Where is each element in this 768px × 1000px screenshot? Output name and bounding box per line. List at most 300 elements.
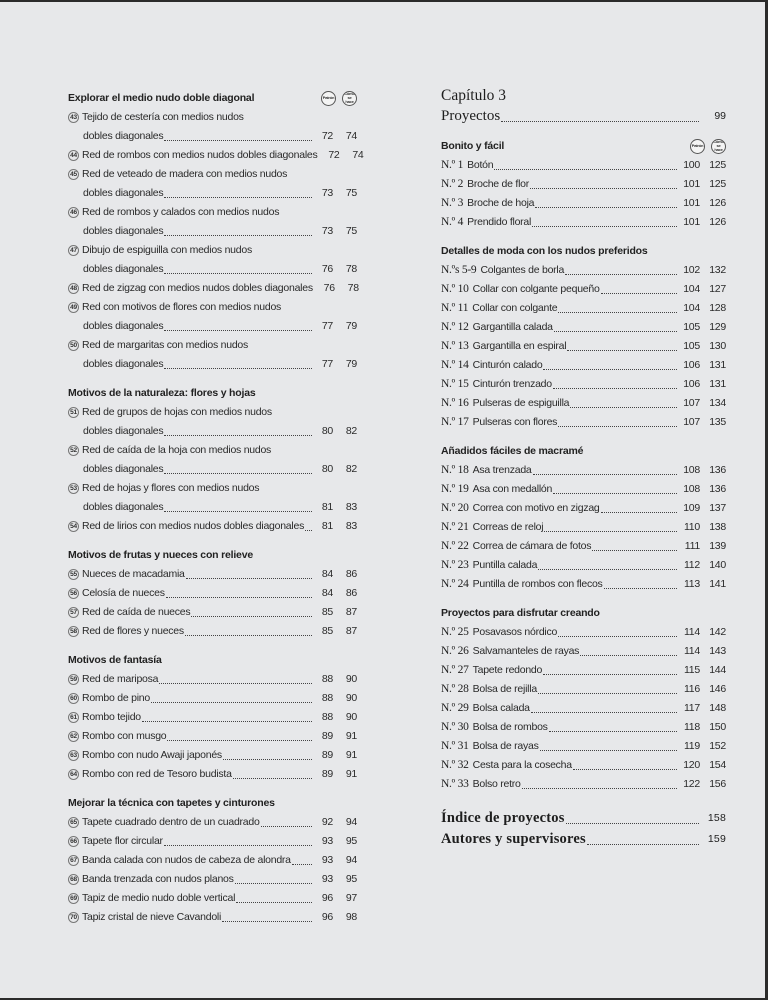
project-entry[interactable] <box>441 518 726 537</box>
pattern-page-number: 93 <box>321 835 333 847</box>
dot-leader <box>530 187 677 189</box>
final-toc-line <box>441 808 726 829</box>
project-entry[interactable] <box>441 699 726 718</box>
project-number: N.º 3 <box>441 197 464 209</box>
project-title: Tapete redondo <box>472 664 543 676</box>
pattern-number-circle: 61 <box>68 712 79 723</box>
toc-entry[interactable] <box>68 889 357 908</box>
pattern-page-number: 96 <box>321 892 333 904</box>
dot-leader <box>558 311 677 313</box>
project-entry-line <box>441 661 726 680</box>
dot-leader <box>567 349 677 351</box>
toc-entry-title: Tapete cuadrado dentro de un cuadrado <box>82 816 260 828</box>
project-entry-line <box>441 337 726 356</box>
project-entry[interactable] <box>441 461 726 480</box>
project-entry[interactable] <box>441 280 726 299</box>
diagram-page-number: 126 <box>709 216 726 228</box>
dot-leader <box>570 406 677 408</box>
page-number: 159 <box>707 833 726 845</box>
project-title: Collar con colgante <box>472 302 558 314</box>
dot-leader <box>522 787 677 789</box>
toc-entry-line <box>68 460 357 479</box>
toc-entry-title: Red de margaritas con medios nudos <box>82 339 249 351</box>
project-entry[interactable] <box>441 394 726 413</box>
toc-entry[interactable] <box>68 584 357 603</box>
project-entry[interactable] <box>441 642 726 661</box>
toc-entry[interactable] <box>68 165 357 203</box>
dot-leader <box>554 330 677 332</box>
pattern-badge-icon: Patrón <box>321 91 336 106</box>
final-toc-entry[interactable] <box>441 829 726 850</box>
diagram-page-number: 78 <box>345 263 357 275</box>
dot-leader <box>164 139 312 141</box>
diagram-page-number: 98 <box>345 911 357 923</box>
pattern-page-number: 112 <box>684 559 700 571</box>
right-sections <box>441 136 726 794</box>
pattern-number-circle: 68 <box>68 874 79 885</box>
section-heading-text: Añadidos fáciles de macramé <box>441 445 584 457</box>
toc-entry[interactable] <box>68 279 357 298</box>
pattern-number-circle: 48 <box>68 283 79 294</box>
diagram-page-number: 87 <box>345 625 357 637</box>
diagram-page-number: 130 <box>709 340 726 352</box>
section-heading-text: Proyectos para disfrutar creando <box>441 607 600 619</box>
toc-entry[interactable] <box>68 203 357 241</box>
final-entry-title: Autores y supervisores <box>441 831 586 847</box>
pattern-badge-icon: Patrón <box>690 139 705 154</box>
project-title: Cinturón calado <box>472 359 543 371</box>
dot-leader <box>566 822 699 824</box>
project-entry[interactable] <box>441 499 726 518</box>
pattern-page-number: 108 <box>683 464 700 476</box>
project-number: N.ºs 5-9 <box>441 264 477 276</box>
dot-leader <box>538 568 677 570</box>
toc-entry-title: Red de rombos y calados con medios nudos <box>82 206 280 218</box>
toc-entry-line <box>68 479 357 498</box>
pattern-page-number: 96 <box>321 911 333 923</box>
toc-entry[interactable] <box>68 298 357 336</box>
project-number: N.º 21 <box>441 521 469 533</box>
diagram-page-number: 156 <box>709 778 726 790</box>
pattern-page-number: 93 <box>321 873 333 885</box>
toc-entry-title: Red de mariposa <box>82 673 159 685</box>
toc-entry-title: dobles diagonales <box>83 320 164 332</box>
pattern-number-circle: 66 <box>68 836 79 847</box>
project-title: Salvamanteles de rayas <box>472 645 580 657</box>
pattern-page-number: 92 <box>321 816 333 828</box>
project-entry[interactable] <box>441 337 726 356</box>
project-number: N.º 23 <box>441 559 469 571</box>
project-number: N.º 15 <box>441 378 469 390</box>
pattern-number-circle: 69 <box>68 893 79 904</box>
diagram-page-number: 148 <box>709 702 726 714</box>
toc-entry-line <box>68 127 357 146</box>
section-heading <box>441 136 726 156</box>
dot-leader <box>531 711 677 713</box>
project-title: Colgantes de borla <box>480 264 565 276</box>
project-entry[interactable] <box>441 213 726 232</box>
section-heading <box>68 650 357 670</box>
toc-entry[interactable] <box>68 241 357 279</box>
pattern-page-number: 80 <box>321 425 333 437</box>
toc-entry[interactable] <box>68 336 357 374</box>
pattern-page-number: 81 <box>321 520 333 532</box>
diagram-page-number: 91 <box>345 768 357 780</box>
toc-entry-line <box>68 108 357 127</box>
pattern-page-number: 117 <box>684 702 700 714</box>
project-entry[interactable] <box>441 680 726 699</box>
project-title: Correa con motivo en zigzag <box>472 502 600 514</box>
dot-leader <box>164 367 312 369</box>
toc-entry[interactable] <box>68 746 357 765</box>
toc-entry-title: Rombo con musgo <box>82 730 167 742</box>
project-entry-line <box>441 556 726 575</box>
dot-leader <box>235 882 312 884</box>
project-title: Cinturón trenzado <box>472 378 552 390</box>
project-entry[interactable] <box>441 661 726 680</box>
toc-entry-line <box>68 441 357 460</box>
section-heading <box>68 383 357 403</box>
toc-right-column <box>441 86 726 850</box>
dot-leader <box>558 635 677 637</box>
project-number: N.º 22 <box>441 540 469 552</box>
toc-entry-line <box>68 908 357 927</box>
toc-entry-line <box>68 603 357 622</box>
section-heading-text: Motivos de frutas y nueces con relieve <box>68 549 253 561</box>
toc-entry-line <box>68 203 357 222</box>
dot-leader <box>305 529 312 531</box>
section-heading-text: Detalles de moda con los nudos preferidos <box>441 245 648 257</box>
section-heading <box>441 603 726 623</box>
toc-entry[interactable] <box>68 479 357 517</box>
diagram-page-number: 90 <box>345 692 357 704</box>
toc-entry-line <box>68 184 357 203</box>
section-heading <box>441 241 726 261</box>
column-legend-badges <box>321 91 357 106</box>
toc-entry-title: dobles diagonales <box>83 425 164 437</box>
diagram-page-number: 74 <box>345 130 357 142</box>
pattern-page-number: 88 <box>321 711 333 723</box>
pattern-number-circle: 56 <box>68 588 79 599</box>
toc-entry-title: Tapete flor circular <box>82 835 163 847</box>
page-number: 99 <box>714 110 726 122</box>
pattern-page-number: 119 <box>684 740 700 752</box>
toc-entry-line <box>68 708 357 727</box>
project-entry[interactable] <box>441 175 726 194</box>
toc-left-column <box>68 88 364 927</box>
dot-leader <box>164 844 312 846</box>
pattern-page-number: 105 <box>683 321 700 333</box>
pattern-page-number: 77 <box>321 320 333 332</box>
toc-entry[interactable] <box>68 765 357 784</box>
project-title: Bolsa de rombos <box>472 721 548 733</box>
project-entry-line <box>441 461 726 480</box>
project-title: Correas de reloj <box>472 521 544 533</box>
toc-entry-title: dobles diagonales <box>83 463 164 475</box>
project-entry[interactable] <box>441 718 726 737</box>
project-number: N.º 24 <box>441 578 469 590</box>
toc-entry-line <box>68 279 357 298</box>
project-entry-line <box>441 299 726 318</box>
diagram-page-number: 87 <box>345 606 357 618</box>
pattern-number-circle: 51 <box>68 407 79 418</box>
toc-entry[interactable] <box>68 565 357 584</box>
project-entry-line <box>441 756 726 775</box>
dot-leader <box>580 654 677 656</box>
toc-entry[interactable] <box>68 108 357 146</box>
dot-leader <box>601 511 677 513</box>
toc-entry-line <box>68 222 357 241</box>
project-number: N.º 12 <box>441 321 469 333</box>
project-entry-line <box>441 642 726 661</box>
diagram-page-number: 91 <box>345 730 357 742</box>
project-entry[interactable] <box>441 623 726 642</box>
pattern-page-number: 89 <box>321 730 333 742</box>
project-number: N.º 14 <box>441 359 469 371</box>
toc-entry[interactable] <box>68 908 357 927</box>
pattern-page-number: 110 <box>684 521 700 533</box>
diagram-page-number: 139 <box>709 540 726 552</box>
pattern-page-number: 76 <box>321 263 333 275</box>
toc-entry-title: Tapiz de medio nudo doble vertical <box>82 892 236 904</box>
diagram-page-number: 141 <box>709 578 726 590</box>
toc-entry-line <box>68 765 357 784</box>
toc-entry-line <box>68 260 357 279</box>
column-legend-badges <box>690 139 726 154</box>
toc-entry[interactable] <box>68 603 357 622</box>
project-entry-line <box>441 375 726 394</box>
pattern-number-circle: 47 <box>68 245 79 256</box>
dot-leader <box>164 329 312 331</box>
diagram-page-number: 152 <box>709 740 726 752</box>
dot-leader <box>164 272 312 274</box>
project-title: Collar con colgante pequeño <box>472 283 600 295</box>
pattern-page-number: 116 <box>684 683 700 695</box>
toc-entry-line <box>68 622 357 641</box>
diagram-page-number: 134 <box>709 397 726 409</box>
diagram-page-number: 135 <box>709 416 726 428</box>
diagram-page-number: 150 <box>709 721 726 733</box>
diagram-page-number: 137 <box>709 502 726 514</box>
section-heading <box>68 545 357 565</box>
pattern-number-circle: 50 <box>68 340 79 351</box>
diagram-page-number: 97 <box>345 892 357 904</box>
project-entry-line <box>441 480 726 499</box>
project-title: Botón <box>467 159 494 171</box>
diagram-page-number: 136 <box>709 483 726 495</box>
chapter-title: Proyectos <box>441 108 501 124</box>
project-entry[interactable] <box>441 318 726 337</box>
pattern-page-number: 104 <box>683 283 700 295</box>
section-heading <box>68 88 357 108</box>
project-entry-line <box>441 680 726 699</box>
toc-entry-line <box>68 889 357 908</box>
project-entry[interactable] <box>441 413 726 432</box>
toc-entry-line <box>68 146 364 165</box>
toc-entry[interactable] <box>68 870 357 889</box>
pattern-number-circle: 53 <box>68 483 79 494</box>
project-entry[interactable] <box>441 194 726 213</box>
diagram-page-number: 142 <box>709 626 726 638</box>
toc-entry-line <box>68 689 357 708</box>
diagram-page-number: 79 <box>345 320 357 332</box>
dot-leader <box>538 692 677 694</box>
pattern-number-circle: 58 <box>68 626 79 637</box>
toc-entry[interactable] <box>68 689 357 708</box>
dot-leader <box>558 425 677 427</box>
toc-entry-title: Rombo tejido <box>82 711 141 723</box>
toc-entry-line <box>68 241 357 260</box>
toc-entry-line <box>68 832 357 851</box>
project-entry[interactable] <box>441 737 726 756</box>
dot-leader <box>573 768 677 770</box>
pattern-number-circle: 49 <box>68 302 79 313</box>
section-heading-text: Bonito y fácil <box>441 140 505 152</box>
pattern-number-circle: 55 <box>68 569 79 580</box>
diagram-page-number: 95 <box>345 835 357 847</box>
project-title: Pulseras con flores <box>472 416 558 428</box>
pattern-number-circle: 45 <box>68 169 79 180</box>
pattern-number-circle: 43 <box>68 112 79 123</box>
project-entry-line <box>441 394 726 413</box>
dot-leader <box>601 292 677 294</box>
toc-entry[interactable] <box>68 403 357 441</box>
project-entry-line <box>441 575 726 594</box>
project-entry-line <box>441 213 726 232</box>
pattern-number-circle: 62 <box>68 731 79 742</box>
project-title: Puntilla calada <box>472 559 538 571</box>
dot-leader <box>167 739 312 741</box>
dot-leader <box>166 596 312 598</box>
toc-entry-line <box>68 165 357 184</box>
project-entry[interactable] <box>441 756 726 775</box>
toc-entry[interactable] <box>68 813 357 832</box>
diagram-page-number: 131 <box>709 359 726 371</box>
toc-entry-title: Red de hojas y flores con medios nudos <box>82 482 260 494</box>
toc-entry-title: Red de veteado de madera con medios nudos <box>82 168 288 180</box>
project-entry-line <box>441 194 726 213</box>
diagram-page-number: 82 <box>345 463 357 475</box>
toc-entry-line <box>68 498 357 517</box>
toc-entry-title: dobles diagonales <box>83 501 164 513</box>
project-number: N.º 19 <box>441 483 469 495</box>
project-entry[interactable] <box>441 375 726 394</box>
project-entry[interactable] <box>441 537 726 556</box>
toc-entry[interactable] <box>68 622 357 641</box>
toc-entry[interactable] <box>68 832 357 851</box>
dot-leader <box>164 434 312 436</box>
pattern-page-number: 107 <box>683 397 700 409</box>
toc-entry[interactable] <box>68 727 357 746</box>
dot-leader <box>553 387 677 389</box>
toc-entry-line <box>68 298 357 317</box>
project-entry[interactable] <box>441 356 726 375</box>
pattern-page-number: 113 <box>684 578 700 590</box>
toc-entry[interactable] <box>68 517 357 536</box>
project-number: N.º 11 <box>441 302 469 314</box>
project-entry[interactable] <box>441 556 726 575</box>
project-title: Puntilla de rombos con flecos <box>472 578 603 590</box>
diagram-page-number: 126 <box>709 197 726 209</box>
pattern-number-circle: 44 <box>68 150 79 161</box>
final-toc-line <box>441 829 726 850</box>
chapter-title-entry[interactable] <box>441 106 726 127</box>
diagram-page-number: 82 <box>345 425 357 437</box>
dot-leader <box>233 777 312 779</box>
toc-entry-line <box>68 727 357 746</box>
diagram-page-number: 75 <box>345 187 357 199</box>
toc-entry-title: dobles diagonales <box>83 225 164 237</box>
section-heading-text: Motivos de fantasía <box>68 654 162 666</box>
pattern-number-circle: 70 <box>68 912 79 923</box>
project-entry[interactable] <box>441 299 726 318</box>
section-heading-text: Motivos de la naturaleza: flores y hojas <box>68 387 256 399</box>
diagram-page-number: 154 <box>709 759 726 771</box>
pattern-page-number: 106 <box>683 378 700 390</box>
toc-entry-title: Celosía de nueces <box>82 587 165 599</box>
toc-entry-title: dobles diagonales <box>83 187 164 199</box>
dot-leader <box>164 472 312 474</box>
project-number: N.º 16 <box>441 397 469 409</box>
project-title: Gargantilla en espiral <box>472 340 567 352</box>
page-number: 158 <box>707 812 726 824</box>
final-entry-title: Índice de proyectos <box>441 810 565 826</box>
pattern-number-circle: 65 <box>68 817 79 828</box>
diagram-page-number: 95 <box>345 873 357 885</box>
toc-entry[interactable] <box>68 146 364 165</box>
diagram-page-number: 78 <box>347 282 359 294</box>
project-entry[interactable] <box>441 575 726 594</box>
pattern-page-number: 84 <box>321 587 333 599</box>
project-entry[interactable] <box>441 480 726 499</box>
pattern-number-circle: 60 <box>68 693 79 704</box>
diagram-page-number: 128 <box>709 302 726 314</box>
toc-entry-line <box>68 870 357 889</box>
pattern-number-circle: 63 <box>68 750 79 761</box>
diagram-page-number: 83 <box>345 520 357 532</box>
project-title: Broche de hoja <box>467 197 535 209</box>
project-entry[interactable] <box>441 261 726 280</box>
diagram-badge-icon: Cómo se hace <box>711 139 726 154</box>
pattern-number-circle: 67 <box>68 855 79 866</box>
pattern-page-number: 100 <box>683 159 700 171</box>
dot-leader <box>186 577 312 579</box>
toc-entry[interactable] <box>68 708 357 727</box>
dot-leader <box>543 368 677 370</box>
project-entry[interactable] <box>441 156 726 175</box>
dot-leader <box>592 549 677 551</box>
diagram-page-number: 75 <box>345 225 357 237</box>
project-title: Correa de cámara de fotos <box>472 540 592 552</box>
toc-entry-title: Nueces de macadamia <box>82 568 185 580</box>
toc-entry[interactable] <box>68 441 357 479</box>
diagram-page-number: 79 <box>345 358 357 370</box>
dot-leader <box>236 901 312 903</box>
final-toc-entry[interactable] <box>441 808 726 829</box>
diagram-page-number: 90 <box>345 673 357 685</box>
project-entry-line <box>441 356 726 375</box>
diagram-page-number: 90 <box>345 711 357 723</box>
project-entry[interactable] <box>441 775 726 794</box>
toc-entry-line <box>68 403 357 422</box>
pattern-page-number: 84 <box>321 568 333 580</box>
toc-entry[interactable] <box>68 670 357 689</box>
toc-entry-line <box>68 670 357 689</box>
toc-entry[interactable] <box>68 851 357 870</box>
toc-entry-title: Rombo con nudo Awaji japonés <box>82 749 222 761</box>
project-number: N.º 20 <box>441 502 469 514</box>
dot-leader <box>292 863 312 865</box>
